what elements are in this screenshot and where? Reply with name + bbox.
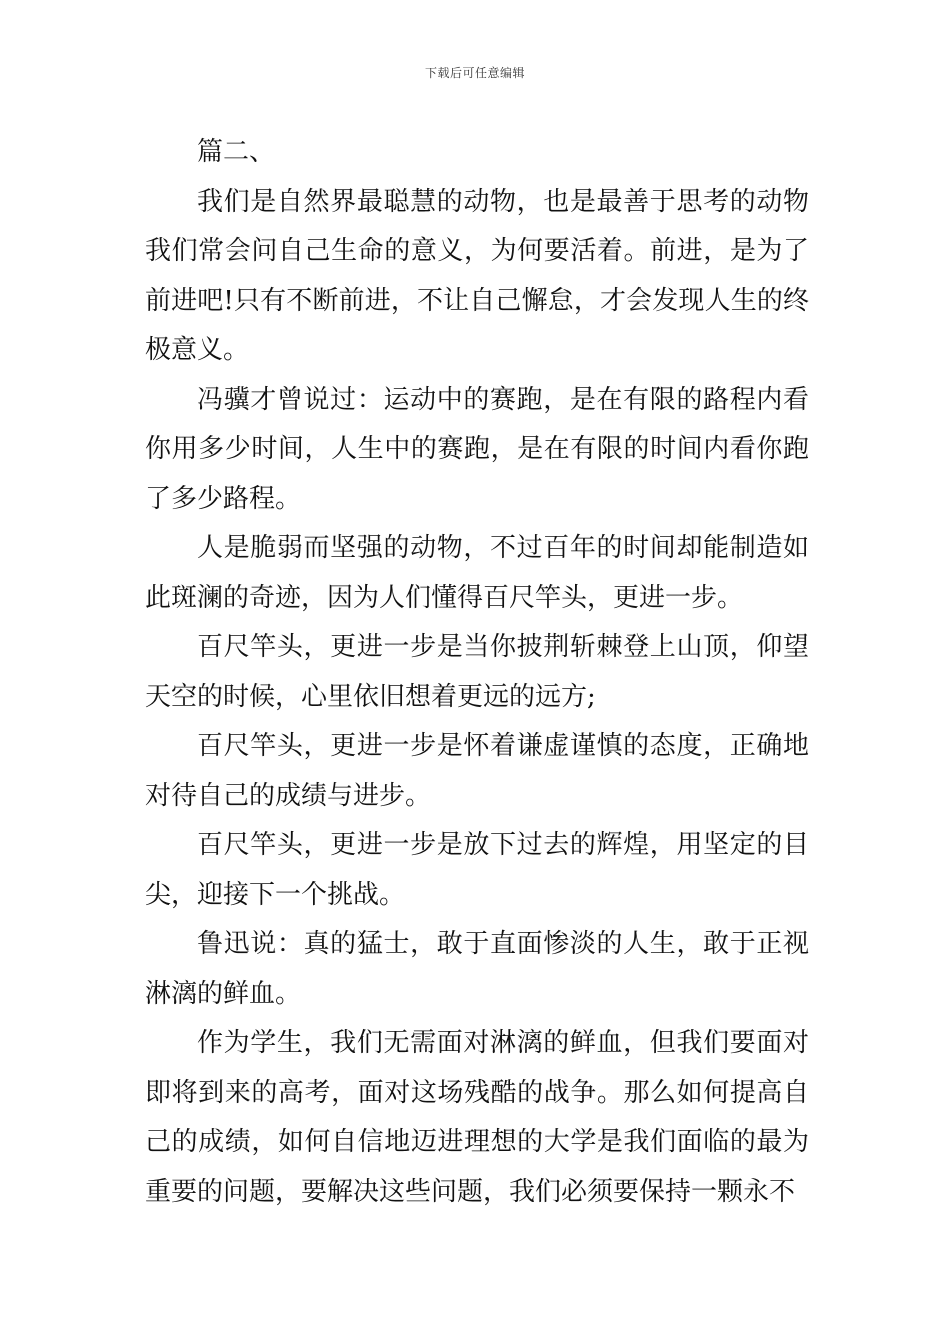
paragraph: 鲁迅说：真的猛士，敢于直面惨淡的人生，敢于正视淋漓的鲜血。 (145, 929, 809, 1009)
paragraph: 百尺竿头，更进一步是放下过去的辉煌，用坚定的目尖，迎接下一个挑战。 (145, 830, 809, 910)
paragraph: 百尺竿头，更进一步是怀着谦虚谨慎的态度，正确地对待自己的成绩与进步。 (145, 731, 809, 811)
paragraph: 人是脆弱而坚强的动物，不过百年的时间却能制造如此斑澜的奇迹，因为人们懂得百尺竿头，更进一步。 (145, 533, 809, 613)
paragraph: 篇二、 (197, 137, 276, 167)
document-body (145, 128, 809, 1217)
paragraph: 冯骥才曾说过：运动中的赛跑，是在有限的路程内看你用多少时间，人生中的赛跑，是在有限的时间内看你跑了多少路程。 (145, 384, 809, 514)
paragraph: 作为学生，我们无需面对淋漓的鲜血，但我们要面对即将到来的高考，面对这场残酷的战争。那么如何提高自己的成绩，如何自信地迈进理想的大学是我们面临的最为重要的问题，要解决这些问题，我们必须要保持一颗永不 (145, 1028, 809, 1207)
paragraph: 我们是自然界最聪慧的动物，也是最善于思考的动物我们常会问自己生命的意义，为何要活着。前进，是为了前进吧!只有不断前进，不让自己懈怠，才会发现人生的终极意义。 (145, 186, 809, 365)
paragraph: 百尺竿头，更进一步是当你披荆斩棘登上山顶，仰望天空的时候，心里依旧想着更远的远方; (145, 632, 809, 712)
page-header: 下载后可任意编辑 (424, 66, 525, 80)
